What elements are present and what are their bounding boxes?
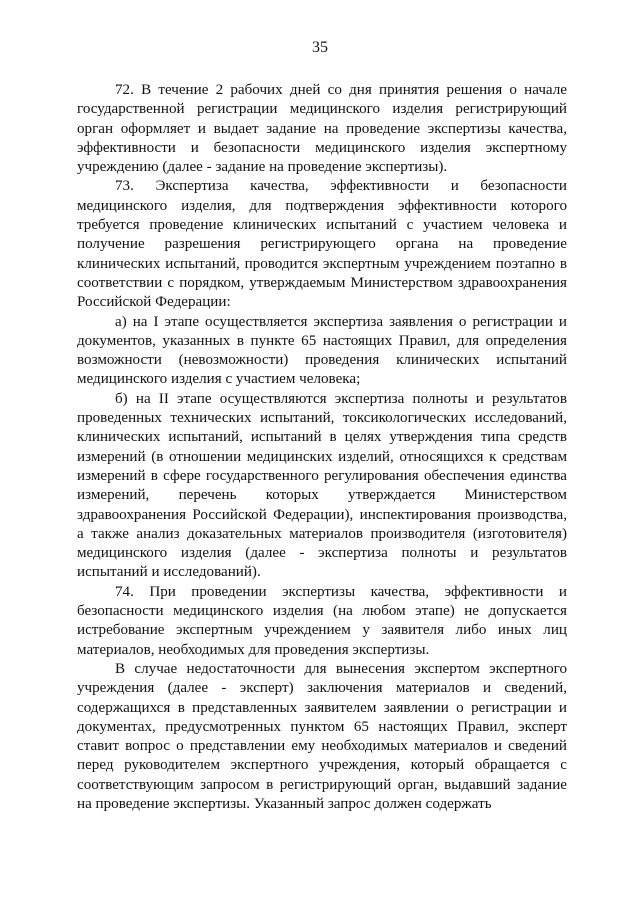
paragraph-74-continued: В случае недостаточности для вынесения экспертом экспертного учреждения (далее - эксперт) заключения материалов и сведений, содержащихся в представленных заявителем заявлении о регистрации и документах, предусмотренных пунктом 65 настоящих Правил, эксперт ставит вопрос о представлении ему необходимых материалов и сведений перед руководителем экспертного учреждения, который обращается с соответствующим запросом в регистрирующий орган, выдавший задание на проведение экспертизы. Указанный запрос должен содержать — [77, 660, 567, 812]
document-body — [77, 81, 567, 814]
paragraph-74: 74. При проведении экспертизы качества, эффективности и безопасности медицинского изделия (на любом этапе) не допускается истребование экспертным учреждением у заявителя либо иных лиц материалов, необходимых для проведения экспертизы. — [77, 583, 567, 658]
paragraph-73: 73. Экспертиза качества, эффективности и безопасности медицинского изделия, для подтверждения эффективности которого требуется проведение клинических испытаний с участием человека и получение разрешения регистрирующего органа на проведение клинических испытаний, проводится экспертным учреждением поэтапно в соответствии с порядком, утверждаемым Министерством здравоохранения Российской Федерации: — [77, 178, 567, 311]
paragraph-72: 72. В течение 2 рабочих дней со дня принятия решения о начале государственной регистрации медицинского изделия регистрирующий орган оформляет и выдает задание на проведение экспертизы качества, эффективности и безопасности медицинского изделия экспертному учреждению (далее - задание на проведение экспертизы). — [77, 82, 567, 176]
paragraph-73-b: б) на II этапе осуществляются экспертиза полноты и результатов проведенных технических испытаний, токсикологических исследований, клинических испытаний, испытаний в целях утверждения типа средств измерений (в отношении медицинских изделий, относящихся к средствам измерений в сфере государственного регулирования обеспечения единства измерений, перечень которых утверждается Министерством здравоохранения Российской Федерации), инспектирования производства, а также анализ доказательных материалов производителя (изготовителя) медицинского изделия (далее - экспертиза полноты и результатов испытаний и исследований). — [77, 390, 567, 581]
page-number: 35 — [312, 39, 328, 56]
paragraph-73-a: а) на I этапе осуществляется экспертиза заявления о регистрации и документов, указанных в пункте 65 настоящих Правил, для определения возможности (невозможности) проведения клинических испытаний медицинского изделия с участием человека; — [77, 313, 567, 388]
